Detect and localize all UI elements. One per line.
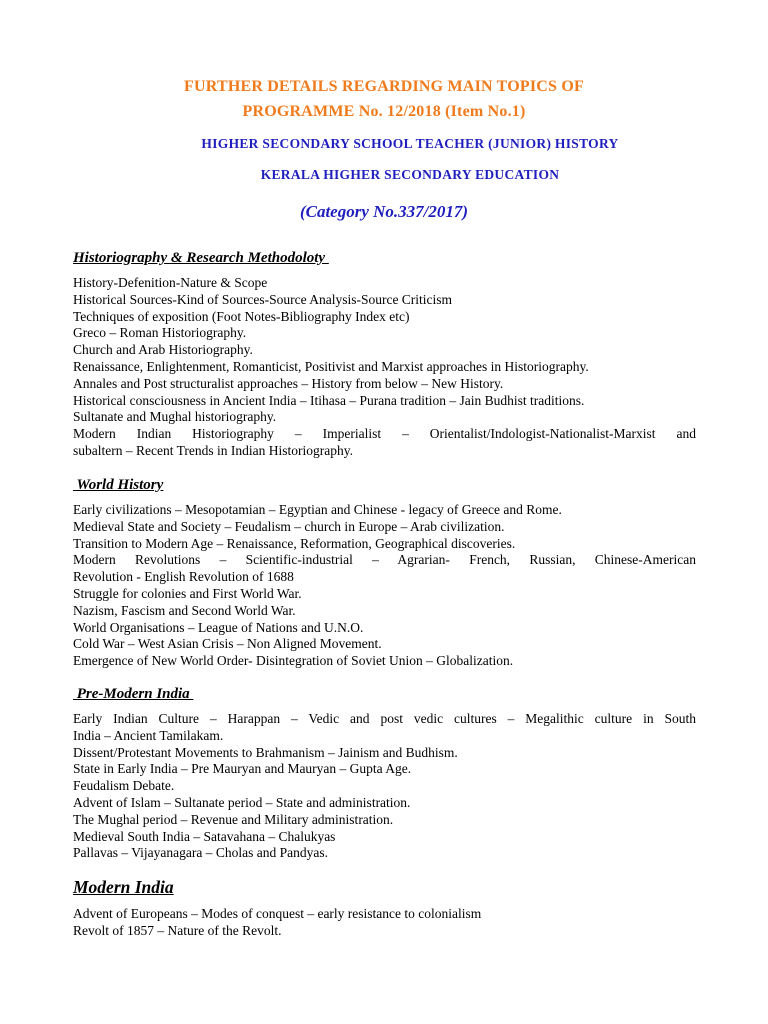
topic-line: History-Defenition-Nature & Scope — [73, 275, 268, 290]
category-number: (Category No.337/2017) — [299, 202, 469, 221]
topic-line: Advent of Islam – Sultanate period – State and administration. — [73, 794, 411, 810]
topic-line: Feudalism Debate. — [73, 778, 175, 794]
section-topic-list — [73, 502, 696, 670]
section-modern-india — [73, 877, 696, 940]
section-heading: Historiography & Research Methodoloty — [73, 250, 329, 266]
topic-line: State in Early India – Pre Mauryan and Mauryan – Gupta Age. — [73, 761, 412, 777]
topic-line: Renaissance, Enlightenment, Romanticist, Positivist and Marxist approaches in Historiography. — [73, 358, 589, 374]
topic-line: India – Ancient Tamilakam. — [73, 727, 224, 743]
topic-line: Church and Arab Historiography. — [73, 342, 253, 358]
topic-line: Pallavas – Vijayanagara – Cholas and Pandyas. — [73, 845, 329, 861]
topic-line: Struggle for colonies and First World War. — [73, 585, 302, 601]
topic-line: The Mughal period – Revenue and Military administration. — [73, 811, 394, 827]
section-pre-modern-india — [73, 686, 696, 862]
section-world-history — [73, 477, 696, 670]
topic-line: Early Indian Culture – Harappan – Vedic and post vedic cultures – Megalithic culture in South — [73, 711, 696, 726]
topic-line: Medieval South India – Satavahana – Chalukyas — [73, 828, 336, 844]
section-topic-list — [73, 711, 696, 862]
topic-line: Annales and Post structuralist approaches – History from below – New History. — [73, 375, 504, 391]
topic-line: Sultanate and Mughal historiography. — [73, 409, 277, 425]
topic-line: World Organisations – League of Nations and U.N.O. — [73, 619, 364, 635]
doc-title-line-2: PROGRAMME No. 12/2018 (Item No.1) — [242, 103, 526, 120]
doc-subtitle-department: KERALA HIGHER SECONDARY EDUCATION — [260, 167, 560, 182]
topic-line: Historical consciousness in Ancient India – Itihasa – Purana tradition – Jain Budhist traditions. — [73, 392, 585, 408]
section-topic-list — [73, 275, 696, 460]
topic-line: Early civilizations – Mesopotamian – Egyptian and Chinese - legacy of Greece and Rome. — [73, 502, 562, 517]
topic-line: Revolt of 1857 – Nature of the Revolt. — [73, 922, 282, 938]
topic-line: Advent of Europeans – Modes of conquest – early resistance to colonialism — [73, 906, 482, 921]
topic-line: Medieval State and Society – Feudalism – church in Europe – Arab civilization. — [73, 518, 505, 534]
section-topic-list — [73, 906, 696, 940]
topic-line: Greco – Roman Historiography. — [73, 325, 247, 341]
section-historiography — [73, 250, 696, 460]
topic-line: Revolution - English Revolution of 1688 — [73, 569, 294, 585]
topic-line: Nazism, Fascism and Second World War. — [73, 602, 296, 618]
topic-line: Dissent/Protestant Movements to Brahmanism – Jainism and Budhism. — [73, 744, 458, 760]
topic-line: Techniques of exposition (Foot Notes-Bibliography Index etc) — [73, 308, 410, 324]
topic-line: subaltern – Recent Trends in Indian Historiography. — [73, 442, 353, 458]
section-heading: Modern India — [73, 877, 174, 897]
topic-line: Emergence of New World Order- Disintegration of Soviet Union – Globalization. — [73, 653, 514, 669]
topic-line: Historical Sources-Kind of Sources-Source Analysis-Source Criticism — [73, 291, 453, 307]
topic-line: Cold War – West Asian Crisis – Non Aligned Movement. — [73, 636, 382, 652]
topic-line: Modern Indian Historiography – Imperialist – Orientalist/Indologist-Nationalist-Marxist and — [73, 426, 696, 442]
section-heading: Pre-Modern India — [73, 686, 194, 702]
section-heading: World History — [73, 477, 164, 493]
doc-subtitle-post: HIGHER SECONDARY SCHOOL TEACHER (JUNIOR) HISTORY — [201, 136, 619, 151]
topic-line: Transition to Modern Age – Renaissance, Reformation, Geographical discoveries. — [73, 535, 516, 551]
doc-title-line-1: FURTHER DETAILS REGARDING MAIN TOPICS OF — [184, 78, 584, 95]
topic-line: Modern Revolutions – Scientific-industrial – Agrarian- French, Russian, Chinese-American — [73, 552, 696, 568]
